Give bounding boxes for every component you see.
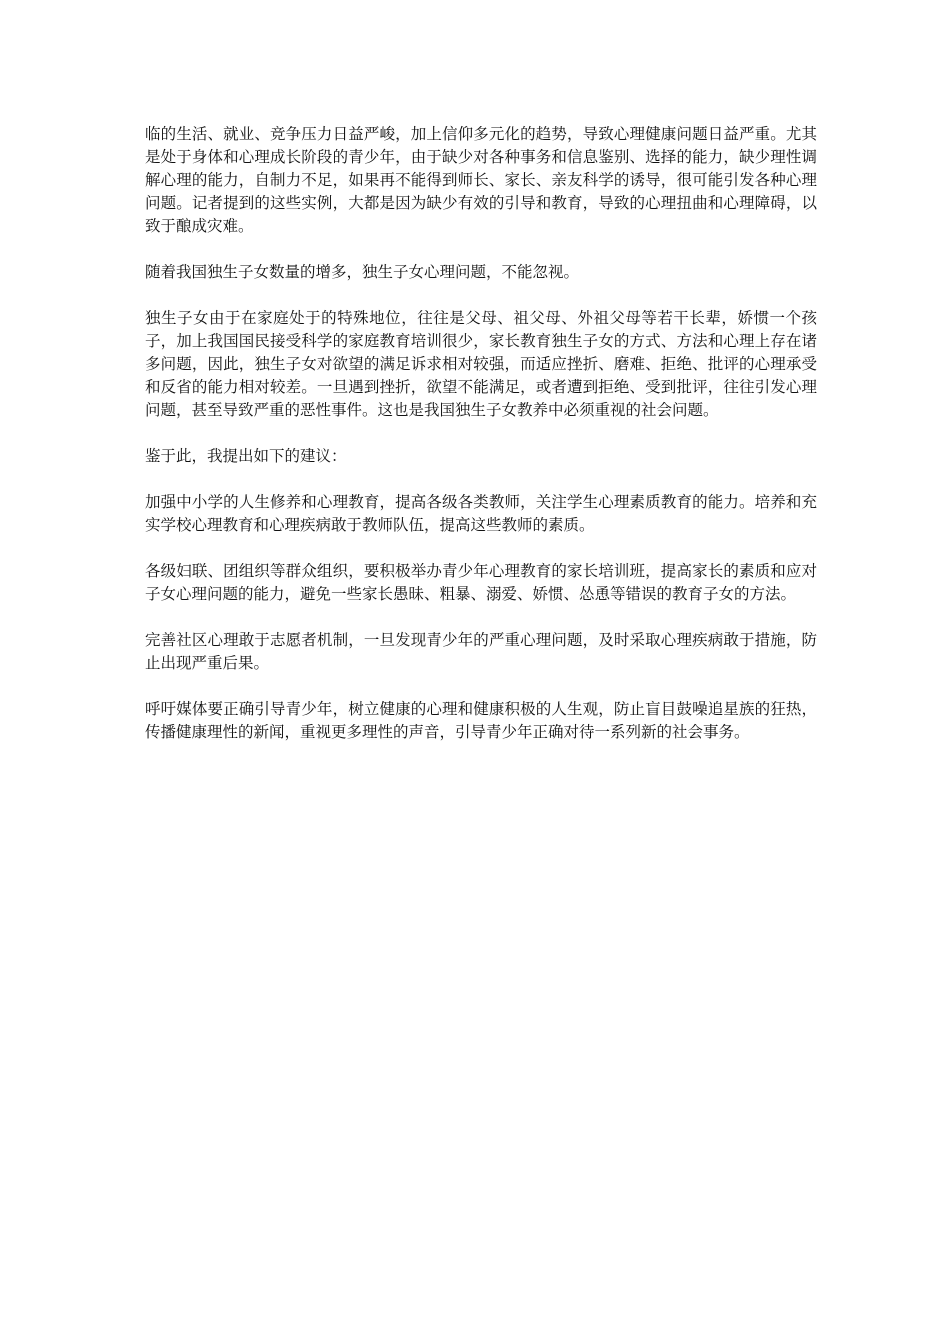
paragraph-2: 随着我国独生子女数量的增多，独生子女心理问题，不能忽视。 bbox=[145, 263, 580, 281]
paragraph-3: 独生子女由于在家庭处于的特殊地位，往往是父母、祖父母、外祖父母等若干长辈，娇惯一个孩子，加上我国国民接受科学的家庭教育培训很少，家长教育独生子女的方式、方法和心理上存在诸多问题，因此，独生子女对欲望的满足诉求相对较强，而适应挫折、磨难、拒绝、批评的心理承受和反省的能力相对较差。一旦遇到挫折，欲望不能满足，或者遭到拒绝、受到批评，往往引发心理问题，甚至导致严重的恶性事件。这也是我国独生子女教养中必须重视的社会问题。 bbox=[145, 309, 817, 419]
paragraph-4: 鉴于此，我提出如下的建议： bbox=[145, 447, 347, 465]
paragraph-5: 加强中小学的人生修养和心理教育，提高各级各类教师，关注学生心理素质教育的能力。培养和充实学校心理教育和心理疾病敢于教师队伍，提高这些教师的素质。 bbox=[145, 493, 817, 534]
document-page bbox=[145, 123, 817, 767]
paragraph-8: 呼吁媒体要正确引导青少年，树立健康的心理和健康积极的人生观，防止盲目鼓噪追星族的狂热，传播健康理性的新闻，重视更多理性的声音，引导青少年正确对待一系列新的社会事务。 bbox=[145, 700, 817, 741]
paragraph-6: 各级妇联、团组织等群众组织，要积极举办青少年心理教育的家长培训班，提高家长的素质和应对子女心理问题的能力，避免一些家长愚昧、粗暴、溺爱、娇惯、怂恿等错误的教育子女的方法。 bbox=[145, 562, 817, 603]
paragraph-1: 临的生活、就业、竞争压力日益严峻，加上信仰多元化的趋势，导致心理健康问题日益严重。尤其是处于身体和心理成长阶段的青少年，由于缺少对各种事务和信息鉴别、选择的能力，缺少理性调解心理的能力，自制力不足，如果再不能得到师长、家长、亲友科学的诱导，很可能引发各种心理问题。记者提到的这些实例，大都是因为缺少有效的引导和教育，导致的心理扭曲和心理障碍，以致于酿成灾难。 bbox=[145, 125, 817, 235]
paragraph-7: 完善社区心理敢于志愿者机制，一旦发现青少年的严重心理问题，及时采取心理疾病敢于措施，防止出现严重后果。 bbox=[145, 631, 817, 672]
